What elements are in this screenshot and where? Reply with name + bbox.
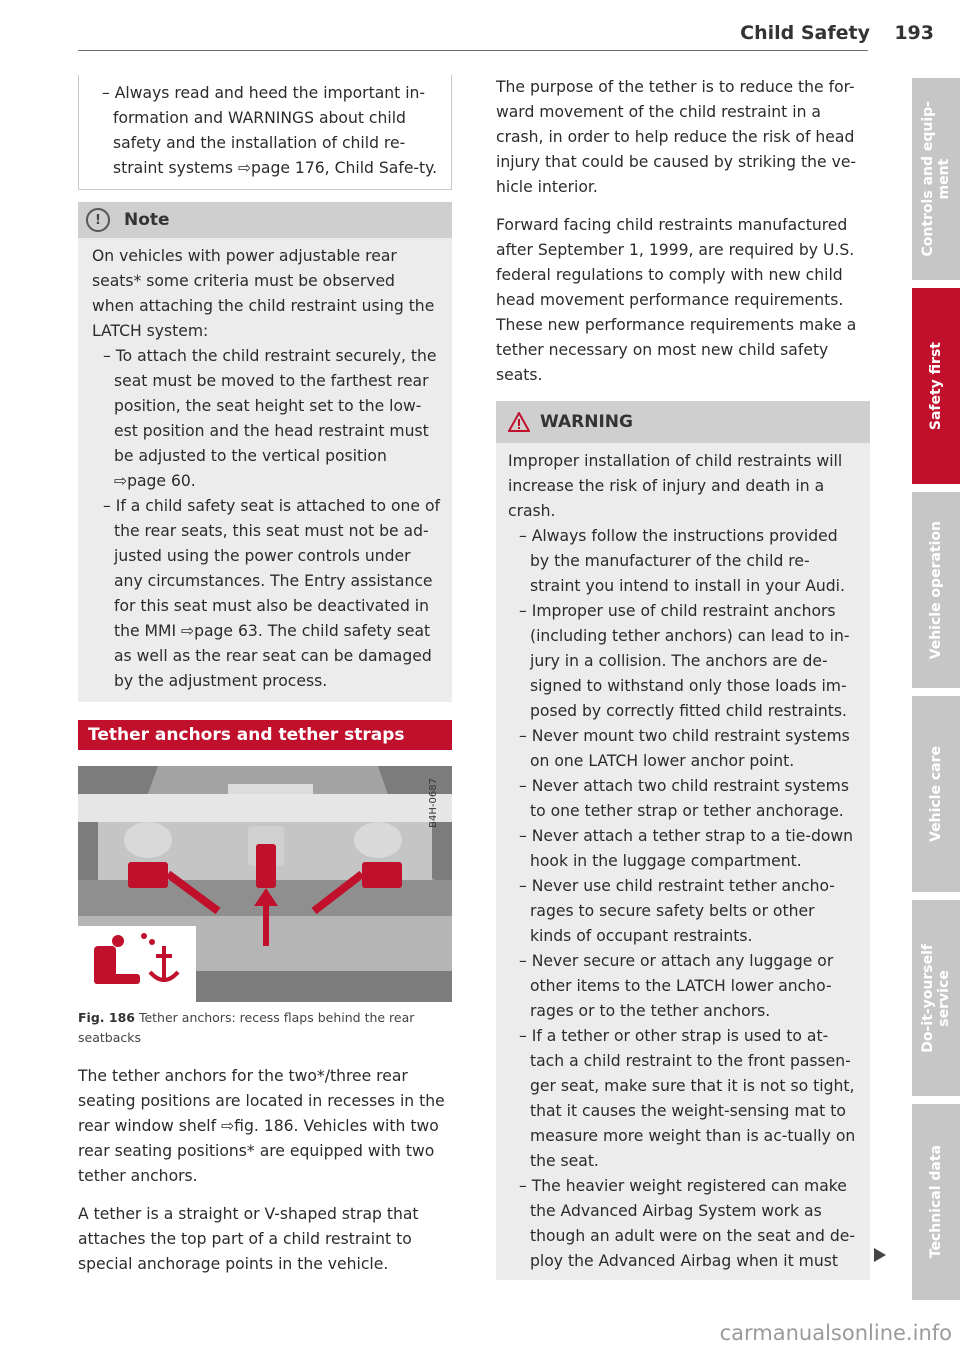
right-column xyxy=(496,75,870,1280)
note-box xyxy=(78,202,452,702)
section-heading: Tether anchors and tether straps xyxy=(78,720,452,750)
continued-bullet-box xyxy=(78,75,452,190)
exclamation-circle-icon: ! xyxy=(86,208,110,232)
tab-technical-data[interactable]: Technical data xyxy=(912,1104,960,1300)
tab-controls-and-equipment[interactable]: Controls and equip- ment xyxy=(912,78,960,280)
note-header xyxy=(78,202,452,238)
warning-bullet: – If a tether or other strap is used to at-tach a child restraint to the front passen-ger seat, make sure that it is not so tight, that it causes the weight-sensing mat to measure more weight than is ac-tually on the seat. xyxy=(519,1027,856,1170)
body-paragraph: Forward facing child restraints manufactured after September 1, 1999, are required by U.S. federal regulations to comply with new child head movement performance requirements. These new performance requirements make a tether necessary on most new child safety seats. xyxy=(496,216,857,384)
note-bullet: – If a child safety seat is attached to one of the rear seats, this seat must not be ad-justed using the power controls under any circumstances. The Entry assistance for this seat must also be deactivated in the MMI ⇨page 63. The child safety seat as well as the rear seat can be damaged by the adjustment process. xyxy=(103,497,440,690)
figure-caption xyxy=(78,1008,452,1048)
body-paragraph: A tether is a straight or V-shaped strap that attaches the top part of a child restraint to special anchorage points in the vehicle. xyxy=(78,1205,419,1273)
tab-vehicle-care[interactable]: Vehicle care xyxy=(912,696,960,892)
body-paragraph: The tether anchors for the two*/three rear seating positions are located in recesses in the rear window shelf ⇨fig. 186. Vehicles with two rear seating positions* are equipped with two tether anchors. xyxy=(78,1067,445,1185)
tab-do-it-yourself-service[interactable]: Do-it-yourself service xyxy=(912,900,960,1096)
note-intro: On vehicles with power adjustable rear seats* some criteria must be observed when attaching the child restraint using the LATCH system: xyxy=(92,247,435,340)
warning-bullet: – The heavier weight registered can make the Advanced Airbag System work as though an adult were on the seat and de-ploy the Advanced Airbag when it must xyxy=(519,1177,855,1270)
warning-bullet: – Always follow the instructions provided by the manufacturer of the child re-straint you intend to install in your Audi. xyxy=(519,527,845,595)
body-paragraph: The purpose of the tether is to reduce the for-ward movement of the child restraint in a crash, in order to help reduce the risk of head injury that could be caused by striking the ve-hicle interior. xyxy=(496,78,857,196)
warning-bullet: – Never use child restraint tether ancho-rages to secure safety belts or other kinds of occupant restraints. xyxy=(519,877,835,945)
note-title: Note xyxy=(124,209,170,230)
warning-bullet: – Improper use of child restraint anchors (including tether anchors) can lead to in-jury in a collision. The anchors are de-signed to withstand only those loads im-posed by correctly fitted child restraints. xyxy=(519,602,850,720)
continued-arrow-icon xyxy=(874,1248,886,1262)
page-number: 193 xyxy=(894,22,934,44)
figure-caption-text: Tether anchors: recess flaps behind the rear seatbacks xyxy=(78,1010,415,1045)
left-column xyxy=(78,75,452,1290)
warning-title: WARNING xyxy=(540,411,633,432)
tab-safety-first[interactable]: Safety first xyxy=(912,288,960,484)
warning-bullet: – Never attach a tether strap to a tie-down hook in the luggage compartment. xyxy=(519,827,854,870)
page-header-title: Child Safety xyxy=(740,22,870,44)
figure-code: B4H-0687 xyxy=(428,778,439,828)
warning-body xyxy=(496,443,870,1280)
continued-bullet: – Always read and heed the important in-formation and WARNINGS about child safety and the installation of child re-straint systems ⇨page 176, Child Safe-ty. xyxy=(102,84,438,177)
tab-vehicle-operation[interactable]: Vehicle operation xyxy=(912,492,960,688)
tether-anchors-illustration xyxy=(78,766,452,1002)
warning-bullet: – Never mount two child restraint systems on one LATCH lower anchor point. xyxy=(519,727,850,770)
figure-tether-anchors xyxy=(78,766,452,1002)
header-rule xyxy=(78,50,868,51)
warning-header xyxy=(496,401,870,443)
warning-bullet: – Never attach two child restraint systems to one tether strap or tether anchorage. xyxy=(519,777,849,820)
warning-intro: Improper installation of child restraints will increase the risk of injury and death in a crash. xyxy=(508,452,843,520)
warning-box xyxy=(496,401,870,1280)
note-body xyxy=(78,238,452,702)
note-bullet: – To attach the child restraint securely, the seat must be moved to the farthest rear position, the seat height set to the low-est position and the head restraint must be adjusted to the vertical position ⇨page 60. xyxy=(103,347,437,490)
watermark: carmanualsonline.info xyxy=(719,1321,952,1345)
warning-bullet: – Never secure or attach any luggage or other items to the LATCH lower ancho-rages or to the tether anchors. xyxy=(519,952,834,1020)
warning-triangle-icon xyxy=(508,412,530,432)
figure-caption-label: Fig. 186 xyxy=(78,1010,135,1025)
